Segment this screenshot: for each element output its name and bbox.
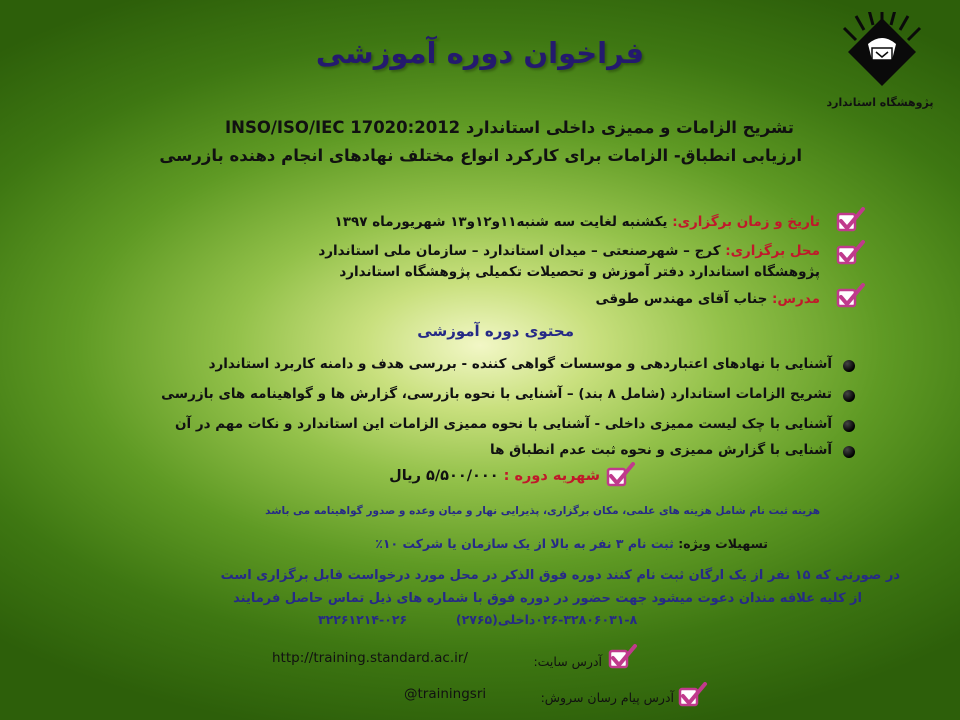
subtitle-line-1: تشریح الزامات و ممیزی داخلی استاندارد INSO/ISO/IEC 17020:2012 <box>225 118 794 137</box>
notice-line-1: در صورتی که ۱۵ نفر از یک ارگان ثبت نام کنند دوره فوق الذکر در محل مورد درخواست قابل برگزاری است <box>220 568 900 583</box>
discount-label: تسهیلات ویژه: <box>678 536 768 551</box>
check-icon <box>606 462 636 488</box>
messenger-label: آدرس پیام رسان سروش: <box>540 690 674 705</box>
venue-value-1: کرج – شهرصنعتی – میدان استاندارد – سازمان ملی استاندارد <box>318 243 721 259</box>
subtitle-line-2: ارزیابی انطباق- الزامات برای کارکرد انواع مختلف نهادهای انجام دهنده بازرسی <box>159 146 802 165</box>
date-value: یکشنبه لغایت سه شنبه۱۱و۱۲و۱۳ شهریورماه ۱۳۹۷ <box>334 214 668 230</box>
date-line <box>335 214 820 230</box>
date-label: تاریخ و زمان برگزاری: <box>672 214 820 230</box>
fee-note: هزینه ثبت نام شامل هزینه های علمی، مکان برگزاری، پذیرایی نهار و میان وعده و صدور گواهینامه می باشد <box>265 505 820 517</box>
check-icon <box>836 240 866 266</box>
teacher-value: جناب آقای مهندس طوقی <box>595 291 768 307</box>
page-title: فراخوان دوره آموزشی <box>315 36 645 70</box>
messenger-handle[interactable]: @trainingsri <box>404 686 487 702</box>
fee-value: ۵/۵۰۰/۰۰۰ ریال <box>389 468 499 484</box>
check-icon <box>608 644 638 670</box>
fee-line <box>389 468 600 484</box>
bullet-icon <box>843 390 855 402</box>
phone-1-ext: -۸داخلی(۲۷۶۵) <box>455 612 638 627</box>
check-icon <box>678 682 708 708</box>
venue-label: محل برگزاری: <box>725 243 820 259</box>
site-link[interactable]: http://training.standard.ac.ir/ <box>272 650 468 666</box>
phone-1: ۰۲۶-۳۲۸۰۶۰۳۱ <box>535 612 625 627</box>
content-item: آشنایی با چک لیست ممیزی داخلی - آشنایی با نحوه ممیزی الزامات این استاندارد و نکات مهم در آن <box>174 416 832 432</box>
check-icon <box>836 283 866 309</box>
notice-phones <box>318 612 637 627</box>
check-icon <box>836 207 866 233</box>
content-heading: محتوی دوره آموزشی <box>417 322 574 340</box>
venue-value-2: پژوهشگاه استاندارد دفتر آموزش و تحصیلات تکمیلی پژوهشگاه استاندارد <box>339 264 820 280</box>
teacher-label: مدرس: <box>772 291 820 307</box>
venue-line <box>318 243 820 259</box>
bullet-icon <box>843 360 855 372</box>
site-label: آدرس سایت: <box>533 654 602 669</box>
discount-value: ثبت نام ۳ نفر به بالا از یک سازمان یا شرکت ۱۰٪ <box>375 536 674 551</box>
phone-2: ۰۲۶-۳۲۲۶۱۲۱۴ <box>318 612 408 627</box>
notice-line-2: از کلیه علاقه مندان دعوت میشود جهت حضور در دوره فوق با شماره های ذیل تماس حاصل فرمایند <box>233 591 862 606</box>
content-item: آشنایی با گزارش ممیزی و نحوه ثبت عدم انطباق ها <box>490 442 832 458</box>
bullet-icon <box>843 420 855 432</box>
content-item: تشریح الزامات استاندارد (شامل ۸ بند) – آشنایی با نحوه بازرسی، گزارش ها و گواهینامه های بازرسی <box>161 386 832 402</box>
content-item: آشنایی با نهادهای اعتباردهی و موسسات گواهی کننده - بررسی هدف و دامنه کاربرد استاندارد <box>208 356 832 372</box>
teacher-line <box>596 291 820 307</box>
bullet-icon <box>843 446 855 458</box>
discount-line <box>375 536 768 551</box>
fee-label: شهریه دوره : <box>503 468 600 484</box>
logo-caption: پژوهشگاه استاندارد <box>826 96 934 109</box>
